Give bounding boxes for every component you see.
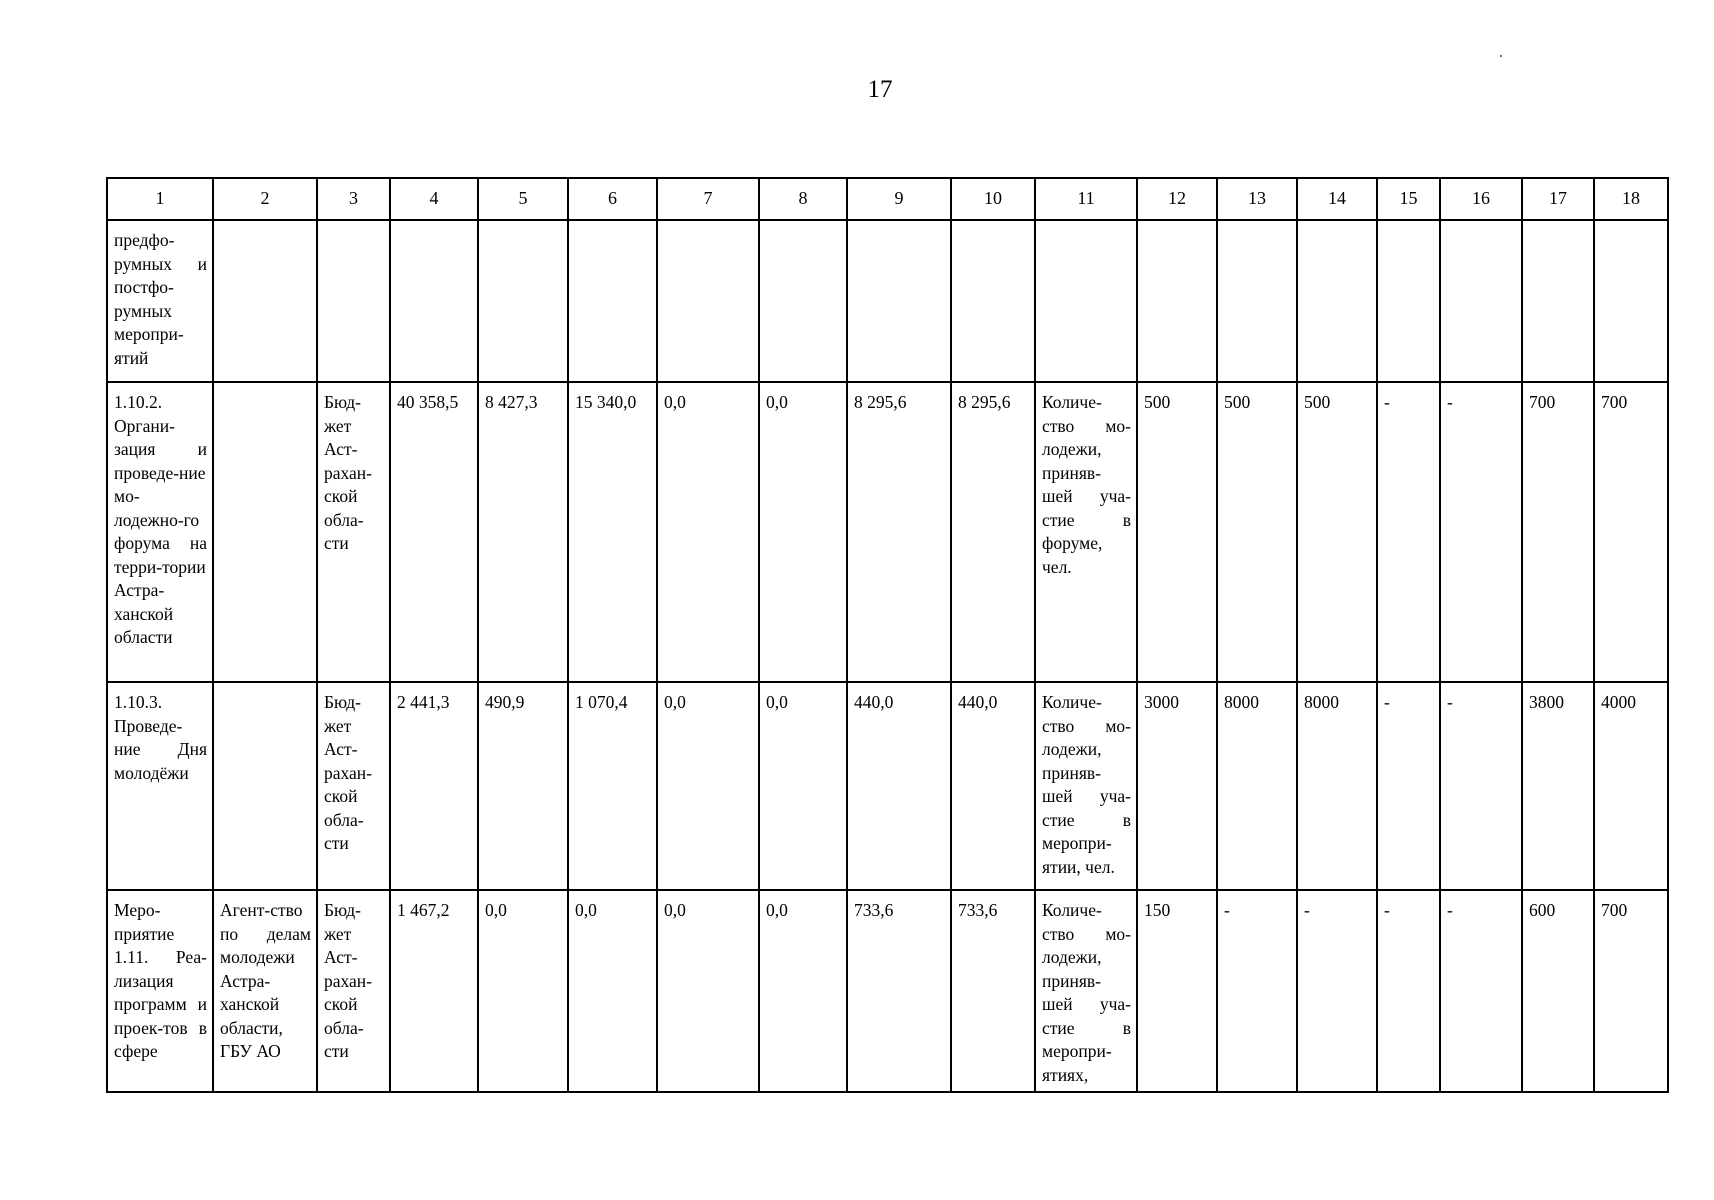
header-cell: 7 — [657, 178, 759, 220]
table-cell: 1.10.3. Проведе-ние Дня молодёжи — [107, 682, 213, 890]
table-cell: Количе-ство мо-лодежи, приняв-шей уча-стие в форуме, чел. — [1035, 382, 1137, 682]
table-cell — [1137, 220, 1217, 382]
table-cell: 500 — [1137, 382, 1217, 682]
table-cell: 700 — [1594, 890, 1668, 1092]
header-cell: 15 — [1377, 178, 1440, 220]
table-cell: 500 — [1297, 382, 1377, 682]
table-cell: 0,0 — [657, 382, 759, 682]
header-cell: 12 — [1137, 178, 1217, 220]
header-cell: 5 — [478, 178, 568, 220]
header-cell: 6 — [568, 178, 657, 220]
header-cell: 2 — [213, 178, 317, 220]
table-cell: 8000 — [1217, 682, 1297, 890]
table-row — [107, 682, 1668, 890]
table-cell — [1522, 220, 1594, 382]
header-cell: 17 — [1522, 178, 1594, 220]
table-cell: Меро-приятие 1.11. Реа-лизация программ и проек-тов в сфере — [107, 890, 213, 1092]
table-row — [107, 382, 1668, 682]
table-cell: 0,0 — [657, 890, 759, 1092]
table-cell: 3000 — [1137, 682, 1217, 890]
table-cell: 0,0 — [568, 890, 657, 1092]
header-cell: 10 — [951, 178, 1035, 220]
header-cell: 1 — [107, 178, 213, 220]
table-cell — [657, 220, 759, 382]
table-cell: 15 340,0 — [568, 382, 657, 682]
table-cell: 3800 — [1522, 682, 1594, 890]
table-cell — [951, 220, 1035, 382]
table-cell: 0,0 — [759, 382, 847, 682]
table-cell: 1.10.2. Органи-зация и проведе-ние мо-лодежно-го форума на терри-тории Астра-ханской области — [107, 382, 213, 682]
table-cell — [390, 220, 478, 382]
table-cell: 440,0 — [847, 682, 951, 890]
header-row — [107, 178, 1668, 220]
table-cell: 1 467,2 — [390, 890, 478, 1092]
header-cell: 9 — [847, 178, 951, 220]
table-cell — [759, 220, 847, 382]
table-cell: 500 — [1217, 382, 1297, 682]
table-cell: 8 295,6 — [847, 382, 951, 682]
header-cell: 4 — [390, 178, 478, 220]
table-cell: - — [1297, 890, 1377, 1092]
table-cell: Бюд-жет Аст-рахан-ской обла-сти — [317, 382, 390, 682]
table-cell: 0,0 — [759, 890, 847, 1092]
table-cell — [213, 382, 317, 682]
table-cell: 0,0 — [478, 890, 568, 1092]
header-cell: 8 — [759, 178, 847, 220]
header-cell: 13 — [1217, 178, 1297, 220]
table-cell: предфо-румных и постфо-румных меропри-ятий — [107, 220, 213, 382]
table-cell: 2 441,3 — [390, 682, 478, 890]
table-cell — [213, 220, 317, 382]
table-cell: - — [1377, 382, 1440, 682]
table-cell: 4000 — [1594, 682, 1668, 890]
table-cell: 1 070,4 — [568, 682, 657, 890]
table-cell: Агент-ство по делам молодежи Астра-ханской области, ГБУ АО — [213, 890, 317, 1092]
table-cell: - — [1377, 682, 1440, 890]
table-cell: 8 427,3 — [478, 382, 568, 682]
table-cell: 8 295,6 — [951, 382, 1035, 682]
table-body — [107, 178, 1668, 1092]
table-cell: 733,6 — [847, 890, 951, 1092]
scan-speck — [1500, 55, 1502, 57]
table-cell — [1217, 220, 1297, 382]
table-cell: Количе-ство мо-лодежи, приняв-шей уча-стие в меропри-ятиях, — [1035, 890, 1137, 1092]
table-cell: - — [1217, 890, 1297, 1092]
table-cell — [1297, 220, 1377, 382]
table-cell: Бюд-жет Аст-рахан-ской обла-сти — [317, 890, 390, 1092]
table-cell: 700 — [1522, 382, 1594, 682]
table-cell: 0,0 — [759, 682, 847, 890]
header-cell: 16 — [1440, 178, 1522, 220]
table-cell — [847, 220, 951, 382]
table-cell — [568, 220, 657, 382]
table-cell: 733,6 — [951, 890, 1035, 1092]
header-cell: 14 — [1297, 178, 1377, 220]
header-cell: 18 — [1594, 178, 1668, 220]
table-cell: - — [1440, 890, 1522, 1092]
table-cell — [213, 682, 317, 890]
table-cell — [1035, 220, 1137, 382]
table-cell: - — [1377, 890, 1440, 1092]
table-cell: - — [1440, 382, 1522, 682]
table-cell: Количе-ство мо-лодежи, приняв-шей уча-стие в меропри-ятии, чел. — [1035, 682, 1137, 890]
table-cell: 8000 — [1297, 682, 1377, 890]
table-cell: 0,0 — [657, 682, 759, 890]
table-cell: 440,0 — [951, 682, 1035, 890]
table-cell: 150 — [1137, 890, 1217, 1092]
table-row — [107, 890, 1668, 1092]
table-cell — [1377, 220, 1440, 382]
table-cell: 490,9 — [478, 682, 568, 890]
table-cell: 40 358,5 — [390, 382, 478, 682]
table-cell: - — [1440, 682, 1522, 890]
table-row — [107, 220, 1668, 382]
table-cell: Бюд-жет Аст-рахан-ской обла-сти — [317, 682, 390, 890]
header-cell: 3 — [317, 178, 390, 220]
page-number: 17 — [867, 76, 893, 103]
table-cell — [1594, 220, 1668, 382]
program-table — [106, 177, 1669, 1093]
table-cell: 600 — [1522, 890, 1594, 1092]
header-cell: 11 — [1035, 178, 1137, 220]
table-cell — [317, 220, 390, 382]
table-cell: 700 — [1594, 382, 1668, 682]
table-cell — [1440, 220, 1522, 382]
table-cell — [478, 220, 568, 382]
